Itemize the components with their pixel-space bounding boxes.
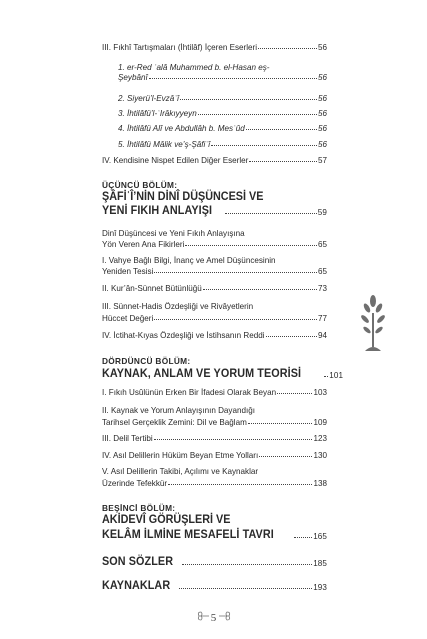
page-number: 5: [210, 612, 217, 624]
toc-entry-line: III. Sünnet-Hadis Özdeşliği ve Rivâyetlerin: [102, 302, 254, 311]
toc-entry[interactable]: III. Delil Tertibi 123: [102, 434, 327, 443]
toc-entry[interactable]: YENİ FIKIH ANLAYIŞI 59: [102, 203, 327, 217]
toc-entry[interactable]: IV. Asıl Delillerin Hüküm Beyan Etme Yolları 130: [102, 451, 327, 460]
toc-entry[interactable]: KELÂM İLMİNE MESAFELİ TAVRI 165: [102, 527, 327, 541]
toc-entry-line: 1. er-Red ʿalâ Muhammed b. el-Hasan eş-: [118, 63, 270, 72]
chapter-title: ŞÂFİʿÎ’NİN DİNÎ DÜŞÜNCESİ VE: [102, 189, 264, 203]
toc-entry-line: I. Vahye Bağlı Bilgi, İnanç ve Amel Düşüncesinin: [102, 256, 276, 265]
toc-entry[interactable]: 3. İhtilâfü’l-ʿIrâkıyyeyn 56: [118, 109, 327, 118]
toc-entry[interactable]: IV. İctihat-Kıyas Özdeşliği ve İstihsanın Reddi 94: [102, 331, 327, 340]
toc-entry[interactable]: Şeybânî 56: [118, 73, 327, 82]
toc-entry[interactable]: 4. İhtilâfü Alî ve Abdullâh b. Mesʿûd 56: [118, 124, 327, 133]
toc-entry[interactable]: SON SÖZLER 185: [102, 554, 327, 568]
toc-entry[interactable]: Yeniden Tesisi 65: [102, 267, 327, 276]
toc-entry[interactable]: I. Fıkıh Usûlünün Erken Bir İfadesi Olarak Beyan 103: [102, 388, 327, 397]
chapter-title: AKİDEVÎ GÖRÜŞLERİ VE: [102, 512, 231, 526]
toc-entry-line: V. Asıl Delillerin Takibi, Açılımı ve Kaynaklar: [102, 467, 259, 476]
toc-entry[interactable]: 5. İhtilâfü Mâlik ve’ş-Şâfiʿî 56: [118, 140, 327, 149]
toc-entry[interactable]: Tarihsel Gerçeklik Zemini: Dil ve Bağlam 109: [102, 418, 327, 427]
toc-entry[interactable]: III. Fıkhî Tartışmaları (İhtilâf) İçeren Eserleri 56: [102, 43, 327, 52]
toc-entry[interactable]: II. Kur’ân-Sünnet Bütünlüğü 73: [102, 284, 327, 293]
toc-entry[interactable]: Yön Veren Ana Fikirleri 65: [102, 240, 327, 249]
tulip-tree-icon: [361, 295, 385, 358]
toc-entry[interactable]: IV. Kendisine Nispet Edilen Diğer Eserler 57: [102, 156, 327, 165]
chapter-label: ÜÇÜNCÜ BÖLÜM:: [102, 180, 178, 190]
chapter-label: DÖRDÜNCÜ BÖLÜM:: [102, 356, 191, 366]
toc-entry[interactable]: Hüccet Değeri 77: [102, 314, 327, 323]
flourish-icon: [218, 609, 232, 627]
toc-entry-line: II. Kaynak ve Yorum Anlayışının Dayandığı: [102, 406, 255, 415]
chapter-label: BEŞİNCİ BÖLÜM:: [102, 503, 176, 513]
toc-entry[interactable]: KAYNAKLAR 193: [102, 578, 327, 592]
toc-entry-line: Dinî Düşüncesi ve Yeni Fıkıh Anlayışına: [102, 229, 245, 238]
toc-entry[interactable]: Üzerinde Tefekkür 138: [102, 479, 327, 488]
toc-entry[interactable]: 2. Siyerü’l-Evzâʿî 56: [118, 94, 327, 103]
toc-entry[interactable]: KAYNAK, ANLAM VE YORUM TEORİSİ 101: [102, 366, 344, 380]
